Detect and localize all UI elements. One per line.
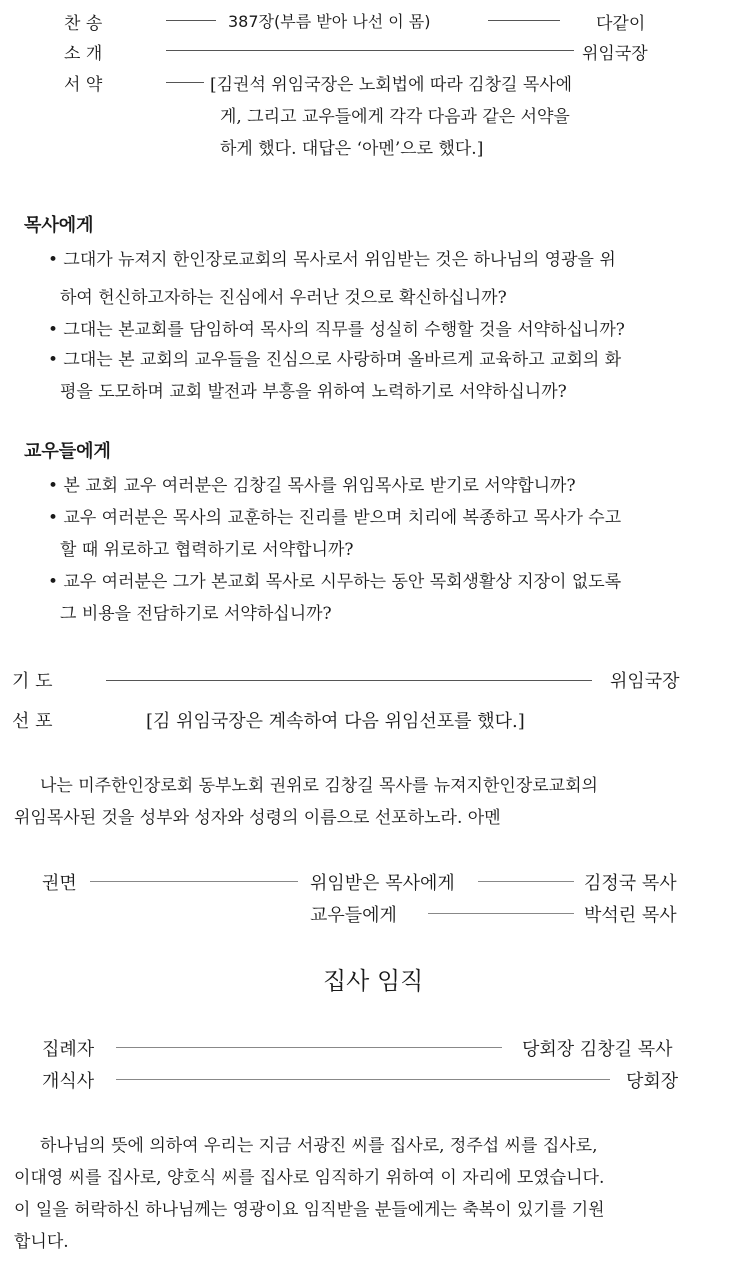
vow-text-line: 게, 그리고 교우들에게 각각 다음과 같은 서약을	[220, 107, 570, 127]
leader-line	[428, 913, 574, 914]
leader-line	[166, 20, 216, 21]
officiant-label: 집례자	[42, 1039, 95, 1060]
vow-question: • 본 교회 교우 여러분은 김창길 목사를 위임목사로 받기로 서약합니까?	[48, 476, 576, 496]
paragraph-line: 나는 미주한인장로회 동부노회 권위로 김창길 목사를 뉴져지한인장로교회의	[40, 776, 598, 796]
exhortation-speaker: 김정국 목사	[584, 873, 677, 894]
leader-line	[166, 50, 574, 51]
paragraph-line: 합니다.	[14, 1232, 69, 1252]
prayer-label: 기 도	[12, 671, 53, 692]
exhortation-speaker: 박석린 목사	[584, 905, 677, 926]
introduction-label: 소 개	[64, 44, 103, 64]
vow-question-cont: 그 비용을 전담하기로 서약하십니까?	[60, 604, 332, 624]
paragraph-line: 이대영 씨를 집사로, 양호식 씨를 집사로 임직하기 위하여 이 자리에 모였습니다.	[14, 1168, 605, 1188]
introduction-performer: 위임국장	[582, 44, 648, 64]
opening-label: 개식사	[42, 1071, 95, 1092]
vow-question: • 교우 여러분은 목사의 교훈하는 진리를 받으며 치리에 복종하고 목사가 수고	[48, 508, 622, 528]
exhortation-target: 위임받은 목사에게	[310, 873, 455, 894]
vow-question-cont: 평을 도모하며 교회 발전과 부흥을 위하여 노력하기로 서약하십니까?	[60, 382, 567, 402]
paragraph-line: 위임목사된 것을 성부와 성자와 성령의 이름으로 선포하노라. 아멘	[14, 808, 501, 828]
vow-question-cont: 하여 헌신하고자하는 진심에서 우러난 것으로 확신하십니까?	[60, 288, 507, 308]
leader-line	[90, 881, 298, 882]
vow-text-line: [김권석 위임국장은 노회법에 따라 김창길 목사에	[210, 75, 573, 95]
leader-line	[166, 82, 204, 83]
paragraph-line: 하나님의 뜻에 의하여 우리는 지금 서광진 씨를 집사로, 정주섭 씨를 집사로,	[40, 1136, 598, 1156]
section-heading: 목사에게	[24, 215, 94, 236]
leader-line	[488, 20, 560, 21]
vow-question-cont: 할 때 위로하고 협력하기로 서약합니까?	[60, 540, 354, 560]
exhortation-label: 권면	[42, 873, 77, 894]
proclamation-label: 선 포	[12, 711, 53, 732]
vow-label: 서 약	[64, 75, 103, 95]
vow-question: • 교우 여러분은 그가 본교회 목사로 시무하는 동안 목회생활상 지장이 없도록	[48, 572, 622, 592]
officiant-name: 당회장 김창길 목사	[522, 1039, 673, 1060]
hymn-title: 387장(부름 받아 나선 이 몸)	[228, 12, 431, 31]
leader-line	[106, 680, 592, 681]
section-title: 집사 임직	[323, 967, 424, 995]
vow-question: • 그대가 뉴져지 한인장로교회의 목사로서 위임받는 것은 하나님의 영광을 위	[48, 250, 616, 270]
leader-line	[116, 1079, 610, 1080]
hymn-label: 찬 송	[64, 14, 103, 34]
vow-question: • 그대는 본 교회의 교우들을 진심으로 사랑하며 올바르게 교육하고 교회의 화	[48, 350, 622, 370]
hymn-performer: 다같이	[596, 14, 646, 34]
leader-line	[116, 1047, 502, 1048]
paragraph-line: 이 일을 허락하신 하나님께는 영광이요 임직받을 분들에게는 축복이 있기를 기원	[14, 1200, 605, 1220]
section-heading: 교우들에게	[24, 441, 111, 462]
prayer-performer: 위임국장	[610, 671, 680, 692]
vow-question: • 그대는 본교회를 담임하여 목사의 직무를 성실히 수행할 것을 서약하십니까?	[48, 320, 625, 340]
leader-line	[478, 881, 574, 882]
opening-speaker: 당회장	[626, 1071, 679, 1092]
vow-text-line: 하게 했다. 대답은 ‘아멘’으로 했다.]	[220, 139, 484, 159]
proclamation-note: [김 위임국장은 계속하여 다음 위임선포를 했다.]	[146, 711, 525, 732]
exhortation-target: 교우들에게	[310, 905, 397, 926]
